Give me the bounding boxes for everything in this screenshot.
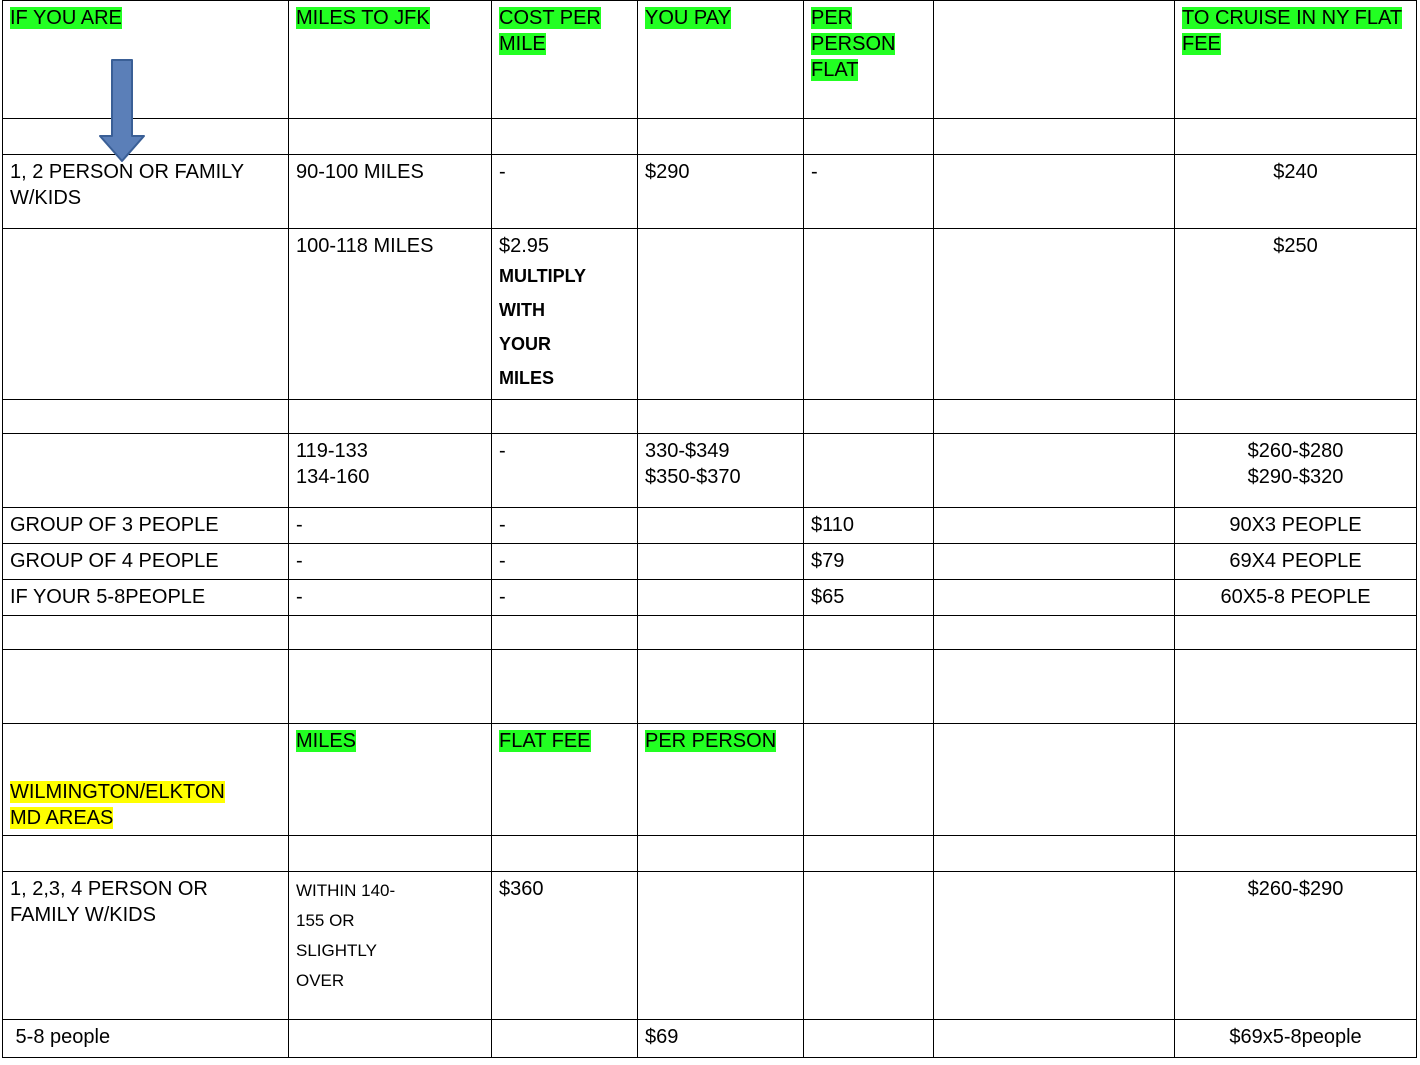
header-if-you-are: IF YOU ARE <box>3 1 289 119</box>
spacer-row <box>3 616 1417 650</box>
pay-cell <box>638 508 804 544</box>
spacer-row <box>3 650 1417 724</box>
header-cost-per-mile: COST PER MILE <box>492 1 638 119</box>
spacer-row <box>3 119 1417 155</box>
cruise-cell: $250 <box>1175 229 1417 400</box>
cruise-cell: 90X3 PEOPLE <box>1175 508 1417 544</box>
cost-value: $2.95 <box>499 235 550 257</box>
area-label: WILMINGTON/ELKTON MD AREAS <box>3 724 289 836</box>
cost-cell: - <box>492 434 638 508</box>
cost-cell: - <box>492 580 638 616</box>
header-blank <box>934 1 1175 119</box>
cruise-cell: 60X5-8 PEOPLE <box>1175 580 1417 616</box>
table-row <box>3 580 1417 616</box>
spacer-row <box>3 836 1417 872</box>
miles-cell: 90-100 MILES <box>289 155 492 229</box>
who-cell: 1, 2 PERSON OR FAMILY W/KIDS <box>3 155 289 229</box>
cost-cell <box>492 229 638 400</box>
header-row <box>3 1 1417 119</box>
header-you-pay: YOU PAY <box>638 1 804 119</box>
fee-cell: $360 <box>492 872 638 1020</box>
rate-table <box>2 0 1417 1058</box>
blank-cell <box>934 580 1175 616</box>
header-miles: MILES <box>289 724 492 836</box>
cost-cell: - <box>492 508 638 544</box>
blank-cell <box>934 544 1175 580</box>
table-row <box>3 544 1417 580</box>
cruise-cell: $240 <box>1175 155 1417 229</box>
blank-cell <box>934 508 1175 544</box>
down-arrow-icon <box>97 58 147 163</box>
who-cell: 5-8 people <box>3 1020 289 1058</box>
pay-cell <box>638 580 804 616</box>
miles-cell: - <box>289 508 492 544</box>
cruise-cell: 69X4 PEOPLE <box>1175 544 1417 580</box>
table-row <box>3 434 1417 508</box>
per-person-cell: $65 <box>804 580 934 616</box>
table-row <box>3 508 1417 544</box>
note-line: WITH <box>499 300 545 320</box>
spacer-row <box>3 400 1417 434</box>
section2-header-row <box>3 724 1417 836</box>
cruise-cell: $260-$280 $290-$320 <box>1175 434 1417 508</box>
note-line: YOUR <box>499 334 552 354</box>
miles-cell: - <box>289 544 492 580</box>
table-row <box>3 872 1417 1020</box>
note-line: MILES <box>499 368 555 388</box>
header-miles-to-jfk: MILES TO JFK <box>289 1 492 119</box>
cost-cell: - <box>492 155 638 229</box>
table-row <box>3 229 1417 400</box>
blank-cell <box>934 155 1175 229</box>
header-per-person-flat: PER PERSON FLAT <box>804 1 934 119</box>
who-cell <box>3 229 289 400</box>
per-person-cell: $79 <box>804 544 934 580</box>
per-person-cell: $110 <box>804 508 934 544</box>
cruise-cell: $69x5-8people <box>1175 1020 1417 1058</box>
pay-cell: $69 <box>638 1020 804 1058</box>
pay-cell: 330-$349 $350-$370 <box>638 434 804 508</box>
note-line: MULTIPLY <box>499 266 587 286</box>
miles-cell: 119-133 134-160 <box>289 434 492 508</box>
miles-cell: 100-118 MILES <box>289 229 492 400</box>
who-cell: 1, 2,3, 4 PERSON OR FAMILY W/KIDS <box>3 872 289 1020</box>
pay-cell <box>638 544 804 580</box>
table-row <box>3 1020 1417 1058</box>
miles-cell: WITHIN 140- 155 OR SLIGHTLY OVER <box>289 872 492 1020</box>
cost-cell: - <box>492 544 638 580</box>
header-per-person: PER PERSON <box>638 724 804 836</box>
per-person-cell: - <box>804 155 934 229</box>
pay-cell: $290 <box>638 155 804 229</box>
miles-cell: - <box>289 580 492 616</box>
who-cell: GROUP OF 3 PEOPLE <box>3 508 289 544</box>
table-row <box>3 155 1417 229</box>
cruise-cell: $260-$290 <box>1175 872 1417 1020</box>
header-cruise-flat-fee: TO CRUISE IN NY FLAT FEE <box>1175 1 1417 119</box>
header-flat-fee: FLAT FEE <box>492 724 638 836</box>
who-cell: IF YOUR 5-8PEOPLE <box>3 580 289 616</box>
who-cell: GROUP OF 4 PEOPLE <box>3 544 289 580</box>
